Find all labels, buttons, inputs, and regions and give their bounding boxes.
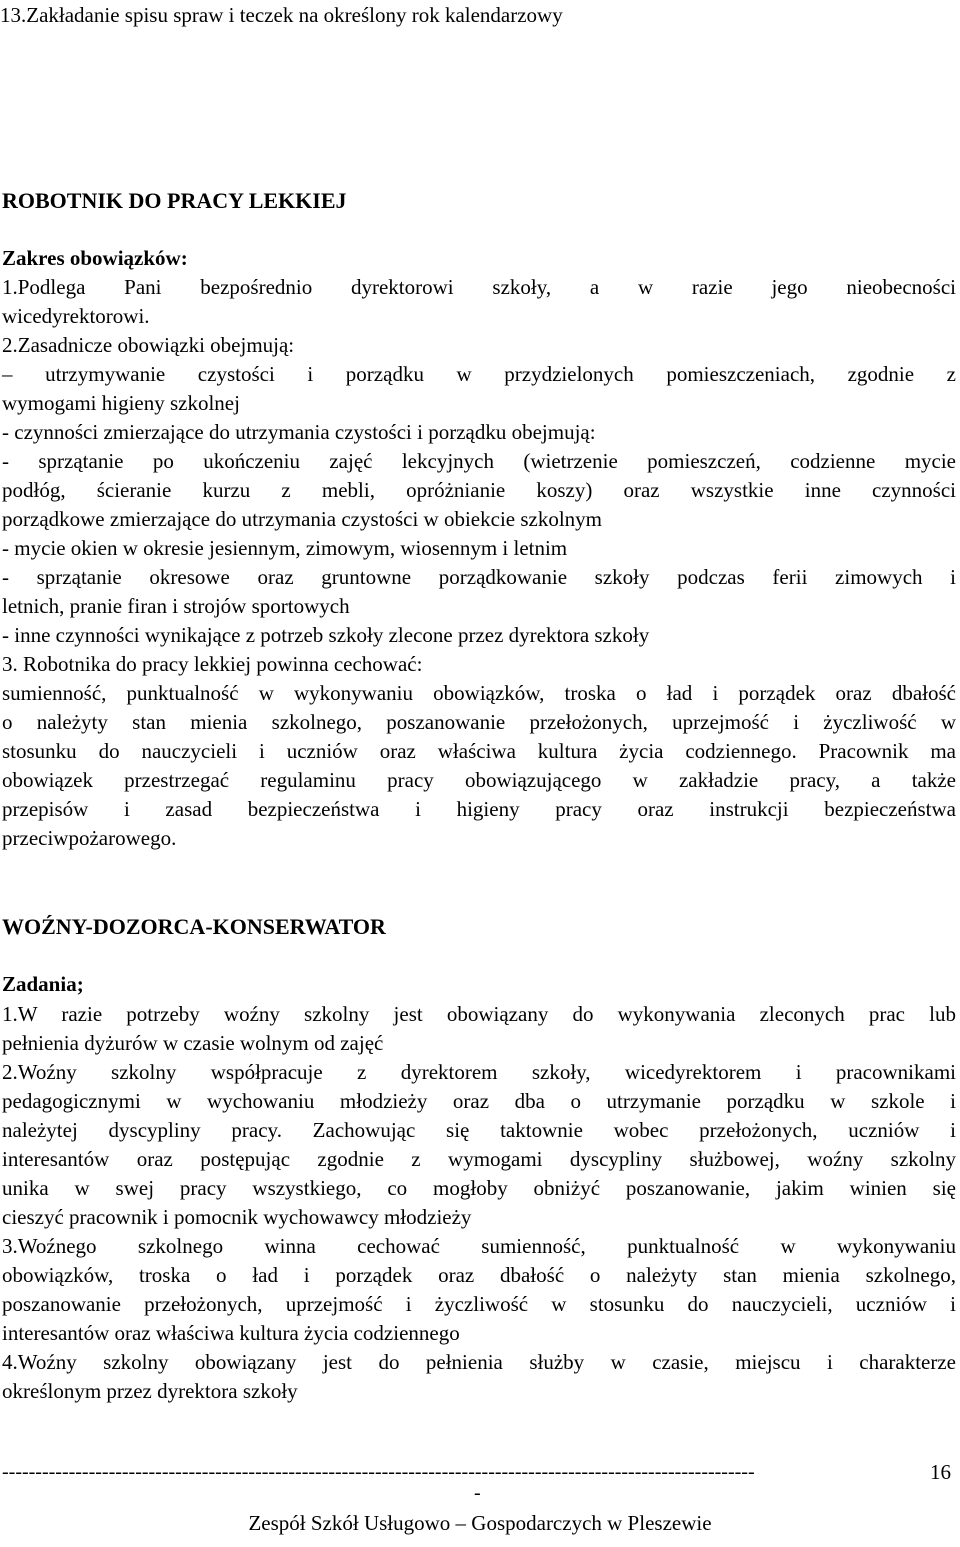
paragraph-line: 3.Woźnego szkolnego winna cechować sumienność, punktualność w wykonywaniu — [2, 1234, 956, 1258]
paragraph-line: przepisów i zasad bezpieczeństwa i higieny pracy oraz instrukcji bezpieczeństwa — [2, 797, 956, 821]
paragraph-line: podłóg, ścieranie kurzu z mebli, opróżnianie koszy) oraz wszystkie inne czynności — [2, 478, 956, 502]
paragraph-line: letnich, pranie firan i strojów sportowych — [2, 594, 350, 618]
paragraph-line: cieszyć pracownik i pomocnik wychowawcy młodzieży — [2, 1205, 472, 1229]
paragraph-line: określonym przez dyrektora szkoły — [2, 1379, 298, 1403]
paragraph-line: - inne czynności wynikające z potrzeb szkoły zlecone przez dyrektora szkoły — [2, 623, 650, 647]
paragraph-line: 2.Zasadnicze obowiązki obejmują: — [2, 333, 295, 357]
paragraph-line: należytej dyscypliny pracy. Zachowując się taktownie wobec przełożonych, uczniów i — [2, 1118, 956, 1142]
footer-school-name: Zespół Szkół Usługowo – Gospodarczych w Pleszewie — [248, 1511, 712, 1535]
paragraph-line: porządkowe zmierzające do utrzymania czystości w obiekcie szkolnym — [2, 507, 603, 531]
paragraph-line: pełnienia dyżurów w czasie wolnym od zajęć — [2, 1031, 384, 1055]
paragraph-line: 3. Robotnika do pracy lekkiej powinna cechować: — [2, 652, 423, 676]
paragraph-line: 2.Woźny szkolny współpracuje z dyrektorem szkoły, wicedyrektorem i pracownikami — [2, 1060, 956, 1084]
paragraph-line: interesantów oraz postępując zgodnie z wymogami dyscypliny służbowej, woźny szkolny — [2, 1147, 956, 1171]
paragraph-line: - czynności zmierzające do utrzymania czystości i porządku obejmują: — [2, 420, 596, 444]
paragraph-line: 1.W razie potrzeby woźny szkolny jest obowiązany do wykonywania zleconych prac lub — [2, 1002, 956, 1026]
page-number: 16 — [930, 1460, 951, 1484]
paragraph-line: przeciwpożarowego. — [2, 826, 177, 850]
section-heading-robotnik: ROBOTNIK DO PRACY LEKKIEJ — [2, 188, 347, 213]
paragraph-line: wymogami higieny szkolnej — [2, 391, 240, 415]
paragraph-line: unika w swej pracy wszystkiego, co mogłoby obniżyć poszanowanie, jakim winien się — [2, 1176, 956, 1200]
section-subheading-zakres: Zakres obowiązków: — [2, 246, 188, 270]
paragraph-line: - mycie okien w okresie jesiennym, zimowym, wiosennym i letnim — [2, 536, 568, 560]
paragraph-line: 4.Woźny szkolny obowiązany jest do pełnienia służby w czasie, miejscu i charakterze — [2, 1350, 956, 1374]
paragraph-line: stosunku do nauczycieli i uczniów oraz właściwa kultura życia codziennego. Pracownik ma — [2, 739, 956, 763]
footer-dash: - — [474, 1482, 481, 1504]
section-heading-wozny: WOŹNY-DOZORCA-KONSERWATOR — [2, 914, 386, 939]
paragraph-line: interesantów oraz właściwa kultura życia codziennego — [2, 1321, 460, 1345]
paragraph-line: – utrzymywanie czystości i porządku w przydzielonych pomieszczeniach, zgodnie z — [2, 362, 956, 386]
paragraph-line: obowiązek przestrzegać regulaminu pracy obowiązującego w zakładzie pracy, a także — [2, 768, 956, 792]
paragraph-line: pedagogicznymi w wychowaniu młodzieży oraz dba o utrzymanie porządku w szkole i — [2, 1089, 956, 1113]
paragraph-line: wicedyrektorowi. — [2, 304, 150, 328]
paragraph-line: poszanowanie przełożonych, uprzejmość i życzliwość w stosunku do nauczycieli, uczniów i — [2, 1292, 956, 1316]
paragraph-line: obowiązków, troska o ład i porządek oraz dbałość o należyty stan mienia szkolnego, — [2, 1263, 956, 1287]
page-title: 13.Zakładanie spisu spraw i teczek na określony rok kalendarzowy — [0, 3, 563, 27]
paragraph-line: o należyty stan mienia szkolnego, poszanowanie przełożonych, uprzejmość i życzliwość w — [2, 710, 956, 734]
paragraph-line: 1.Podlega Pani bezpośrednio dyrektorowi szkoły, a w razie jego nieobecności — [2, 275, 956, 299]
footer-divider: ----------------------------------------------------------------------------------------------------------------- — [2, 1461, 755, 1483]
paragraph-line: - sprzątanie po ukończeniu zajęć lekcyjnych (wietrzenie pomieszczeń, codzienne mycie — [2, 449, 956, 473]
paragraph-line: sumienność, punktualność w wykonywaniu obowiązków, troska o ład i porządek oraz dbałość — [2, 681, 956, 705]
paragraph-line: - sprzątanie okresowe oraz gruntowne porządkowanie szkoły podczas ferii zimowych i — [2, 565, 956, 589]
section-subheading-zadania: Zadania; — [2, 972, 84, 996]
